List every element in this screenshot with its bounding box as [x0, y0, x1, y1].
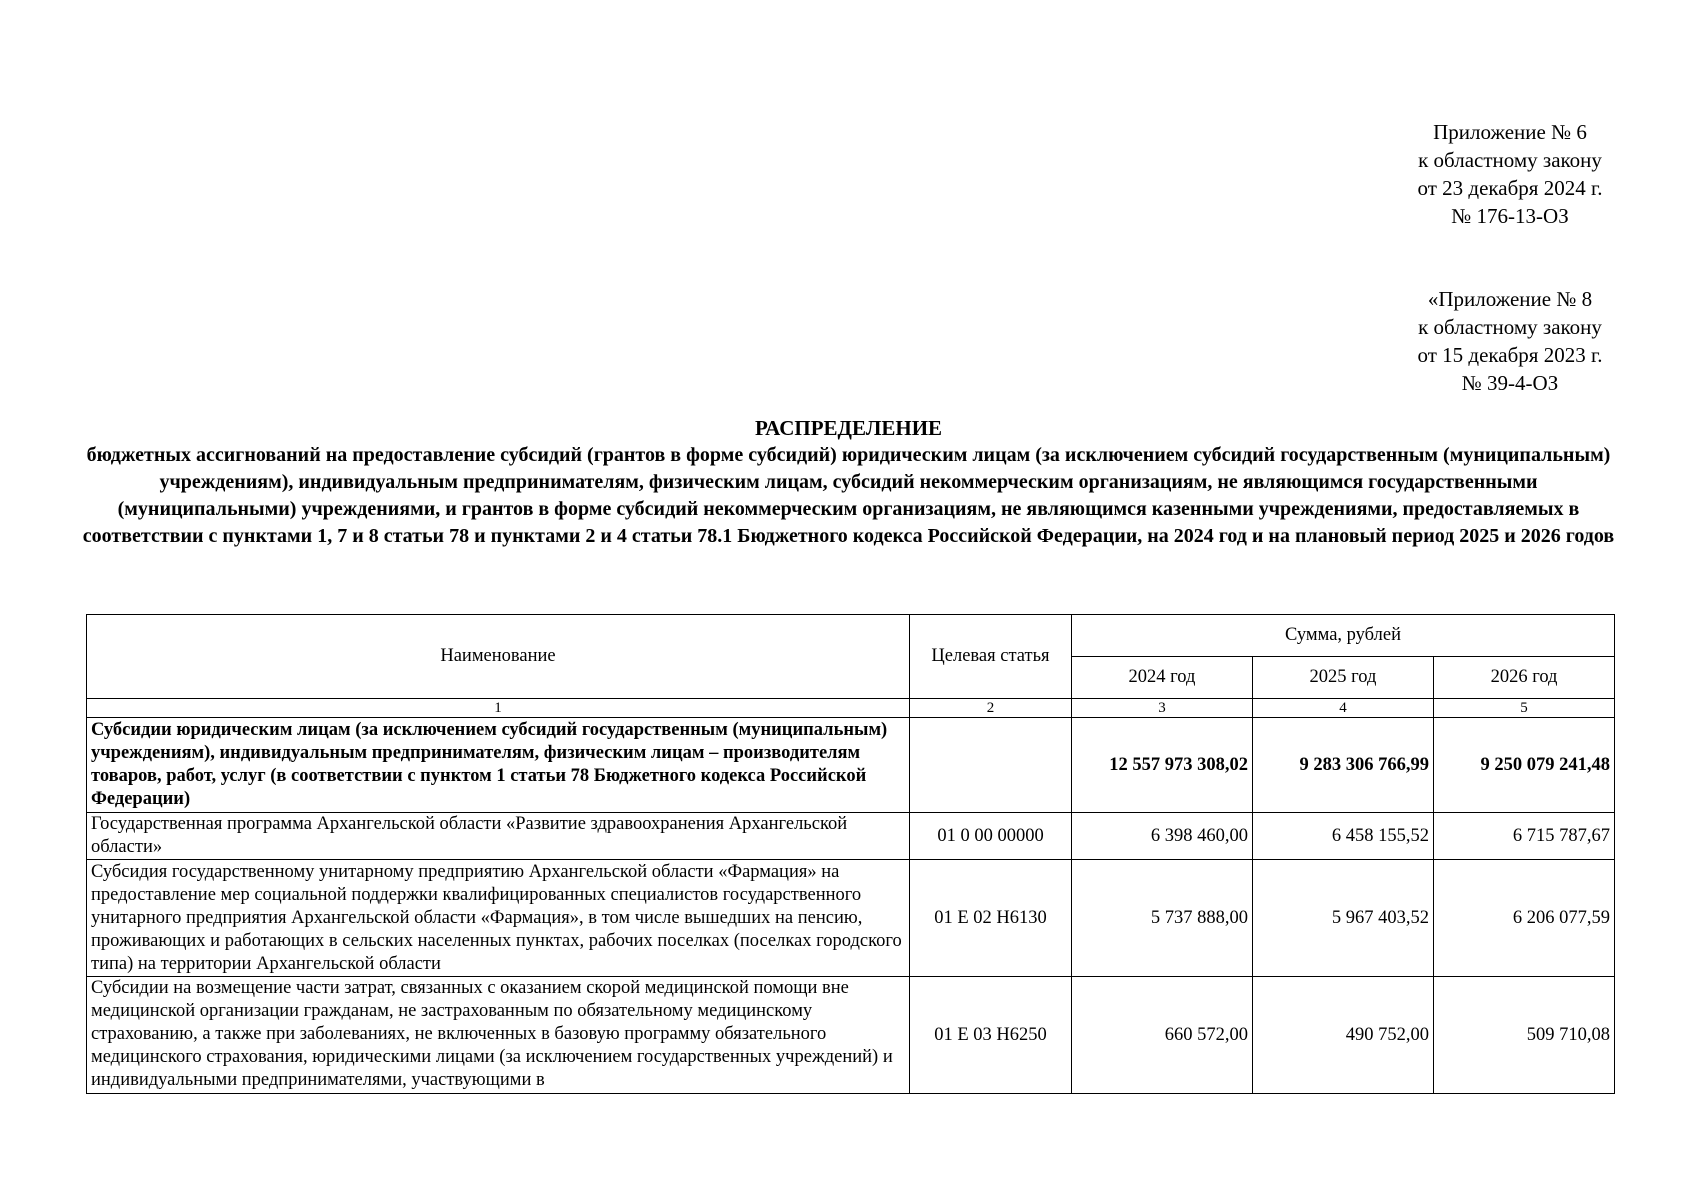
row-amount-2025: 5 967 403,52: [1253, 860, 1434, 977]
row-amount-2024: 12 557 973 308,02: [1072, 718, 1253, 813]
annex-line: от 15 декабря 2023 г.: [1417, 343, 1603, 367]
table-row: [87, 718, 1615, 813]
column-number: 2: [910, 699, 1072, 718]
annex-amended-reference: [1330, 285, 1690, 397]
row-amount-2025: 490 752,00: [1253, 977, 1434, 1094]
header-code: Целевая статья: [910, 615, 1072, 699]
annex-line: «Приложение № 8: [1427, 287, 1593, 311]
table-row: [87, 813, 1615, 860]
row-amount-2024: 660 572,00: [1072, 977, 1253, 1094]
header-year-2024: 2024 год: [1072, 657, 1253, 699]
row-amount-2025: 6 458 155,52: [1253, 813, 1434, 860]
column-number: 4: [1253, 699, 1434, 718]
row-amount-2026: 6 715 787,67: [1434, 813, 1615, 860]
annex-line: к областному закону: [1418, 315, 1602, 339]
document-heading: [80, 415, 1617, 550]
document-subtitle: бюджетных ассигнований на предоставление субсидий (грантов в форме субсидий) юридическим лицам (за исключением субсидий государственным (муниципальным) учреждениям), индивидуальным предпринимателям, физическим лицам, субсидий некоммерческим организациям, не являющимся государственными (муниципальными) учреждениями, и грантов в форме субсидий некоммерческим организациям, не являющимся казенными учреждениями, предоставляемых в соответствии с пунктами 1, 7 и 8 статьи 78 и пунктами 2 и 4 статьи 78.1 Бюджетного кодекса Российской Федерации, на 2024 год и на плановый период 2025 и 2026 годов: [82, 444, 1615, 547]
row-amount-2026: 9 250 079 241,48: [1434, 718, 1615, 813]
budget-table: [86, 614, 1615, 1094]
row-amount-2026: 6 206 077,59: [1434, 860, 1615, 977]
column-number: 3: [1072, 699, 1253, 718]
annex-line: Приложение № 6: [1433, 120, 1587, 144]
annex-line: № 39-4-ОЗ: [1461, 371, 1559, 395]
table-row: [87, 860, 1615, 977]
column-number-row: [87, 699, 1615, 718]
annex-line: № 176-13-ОЗ: [1451, 204, 1569, 228]
row-name: Государственная программа Архангельской области «Развитие здравоохранения Архангельской области»: [87, 813, 910, 860]
row-amount-2026: 509 710,08: [1434, 977, 1615, 1094]
header-year-2026: 2026 год: [1434, 657, 1615, 699]
column-number: 5: [1434, 699, 1615, 718]
row-name: Субсидии юридическим лицам (за исключением субсидий государственным (муниципальным) учреждениям), индивидуальным предпринимателям, физическим лицам – производителям товаров, работ, услуг (в соответствии с пунктом 1 статьи 78 Бюджетного кодекса Российской Федерации): [87, 718, 910, 813]
document-title: РАСПРЕДЕЛЕНИЕ: [754, 416, 943, 440]
header-sum: Сумма, рублей: [1072, 615, 1615, 657]
row-name-cell: [87, 977, 910, 1094]
column-number: 1: [87, 699, 910, 718]
row-amount-2024: 6 398 460,00: [1072, 813, 1253, 860]
row-code: 01 Е 03 Н6250: [910, 977, 1072, 1094]
row-name: Субсидия государственному унитарному предприятию Архангельской области «Фармация» на предоставление мер социальной поддержки квалифицированных специалистов государственного унитарного предприятия Архангельской области «Фармация», в том числе вышедших на пенсию, проживающих и работающих в сельских населенных пунктах, рабочих поселках (поселках городского типа) на территории Архангельской области: [87, 860, 910, 977]
annex-line: к областному закону: [1418, 148, 1602, 172]
row-code: 01 Е 02 Н6130: [910, 860, 1072, 977]
table-row: [87, 977, 1615, 1094]
header-name: Наименование: [87, 615, 910, 699]
row-amount-2025: 9 283 306 766,99: [1253, 718, 1434, 813]
header-year-2025: 2025 год: [1253, 657, 1434, 699]
row-code: [910, 718, 1072, 813]
annex-current-reference: [1330, 118, 1690, 230]
row-name: Субсидии на возмещение части затрат, связанных с оказанием скорой медицинской помощи вне медицинской организации гражданам, не застрахованным по обязательному медицинскому страхованию, а также при заболеваниях, не включенных в базовую программу обязательного медицинского страхования, юридическими лицами (за исключением государственных учреждений) и индивидуальными предпринимателями, участвующими в: [91, 978, 893, 1090]
row-amount-2024: 5 737 888,00: [1072, 860, 1253, 977]
row-code: 01 0 00 00000: [910, 813, 1072, 860]
annex-line: от 23 декабря 2024 г.: [1417, 176, 1603, 200]
